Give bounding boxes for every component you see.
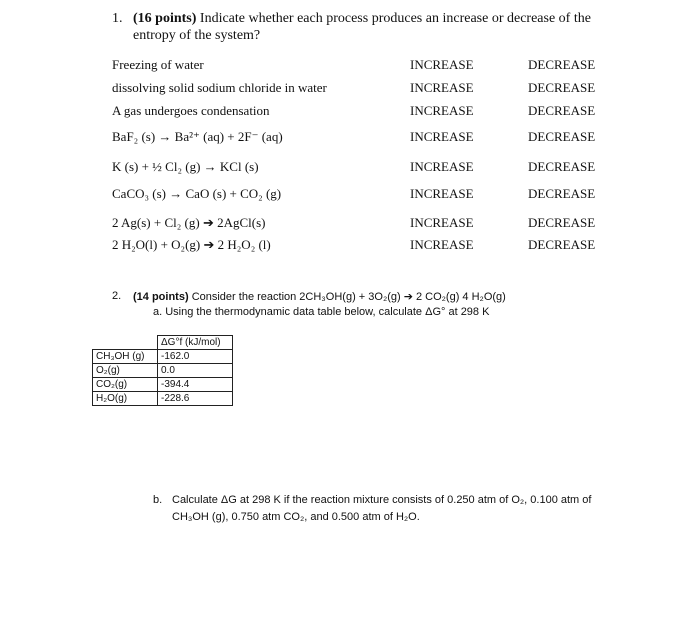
table-corner-cell	[93, 336, 158, 350]
table-row	[93, 350, 233, 364]
species-cell: CO₂(g)	[93, 378, 158, 392]
increase-option[interactable]: INCREASE	[410, 129, 474, 144]
process-label: K (s) + ½ Cl₂ (g) → KCl (s)	[112, 159, 259, 174]
process-label: A gas undergoes condensation	[112, 103, 270, 118]
q1-prompt	[133, 10, 591, 27]
table-row	[93, 378, 233, 392]
species-cell: CH₃OH (g)	[93, 350, 158, 364]
decrease-option[interactable]: DECREASE	[528, 129, 596, 144]
increase-option[interactable]: INCREASE	[410, 80, 474, 95]
increase-option[interactable]: INCREASE	[410, 237, 474, 252]
decrease-option[interactable]: DECREASE	[528, 80, 596, 95]
decrease-option[interactable]: DECREASE	[528, 57, 596, 72]
process-label: 2 Ag(s) + Cl₂ (g) ➔ 2AgCl(s)	[112, 215, 266, 230]
value-cell: -394.4	[158, 378, 233, 392]
increase-option[interactable]: INCREASE	[410, 159, 474, 174]
increase-option[interactable]: INCREASE	[410, 215, 474, 230]
q2-part-b-line1: Calculate ΔG at 298 K if the reaction mixture consists of 0.250 atm of O₂, 0.100 atm of	[172, 494, 592, 506]
value-cell: -162.0	[158, 350, 233, 364]
process-label: Freezing of water	[112, 57, 204, 72]
increase-option[interactable]: INCREASE	[410, 57, 474, 72]
q1-points: (16 points)	[133, 11, 197, 26]
decrease-option[interactable]: DECREASE	[528, 103, 596, 118]
decrease-option[interactable]: DECREASE	[528, 186, 596, 201]
q2-prompt	[133, 290, 506, 303]
value-cell: 0.0	[158, 364, 233, 378]
q2-reaction: Consider the reaction 2CH₃OH(g) + 3O₂(g) ➔ 2 CO₂(g) 4 H₂O(g)	[191, 291, 506, 303]
table-header: ΔG°f (kJ/mol)	[158, 336, 233, 350]
increase-option[interactable]: INCREASE	[410, 186, 474, 201]
decrease-option[interactable]: DECREASE	[528, 237, 596, 252]
value-cell: -228.6	[158, 392, 233, 406]
q1-prompt-line1: Indicate whether each process produces an increase or decrease of the	[199, 11, 591, 26]
q2-part-a: a. Using the thermodynamic data table below, calculate ΔG° at 298 K	[153, 306, 490, 318]
q1-prompt-line2: entropy of the system?	[133, 28, 261, 43]
increase-option[interactable]: INCREASE	[410, 103, 474, 118]
q2-points: (14 points)	[133, 291, 189, 303]
species-cell: H₂O(g)	[93, 392, 158, 406]
table-header-row	[93, 336, 233, 350]
q2-number: 2.	[112, 290, 122, 302]
table-row	[93, 392, 233, 406]
q2-part-b-line2: CH₃OH (g), 0.750 atm CO₂, and 0.500 atm of H₂O.	[172, 511, 420, 523]
process-label: BaF₂ (s) → Ba²⁺ (aq) + 2F⁻ (aq)	[112, 129, 283, 144]
decrease-option[interactable]: DECREASE	[528, 215, 596, 230]
process-label: 2 H₂O(l) + O₂(g) ➔ 2 H₂O₂ (l)	[112, 237, 271, 252]
q2-part-b-label: b.	[153, 494, 163, 506]
process-label: CaCO₃ (s) → CaO (s) + CO₂ (g)	[112, 186, 282, 201]
species-cell: O₂(g)	[93, 364, 158, 378]
process-label: dissolving solid sodium chloride in water	[112, 80, 327, 95]
q1-number: 1.	[112, 11, 123, 26]
table-row	[93, 364, 233, 378]
thermo-data-table	[92, 335, 233, 406]
decrease-option[interactable]: DECREASE	[528, 159, 596, 174]
